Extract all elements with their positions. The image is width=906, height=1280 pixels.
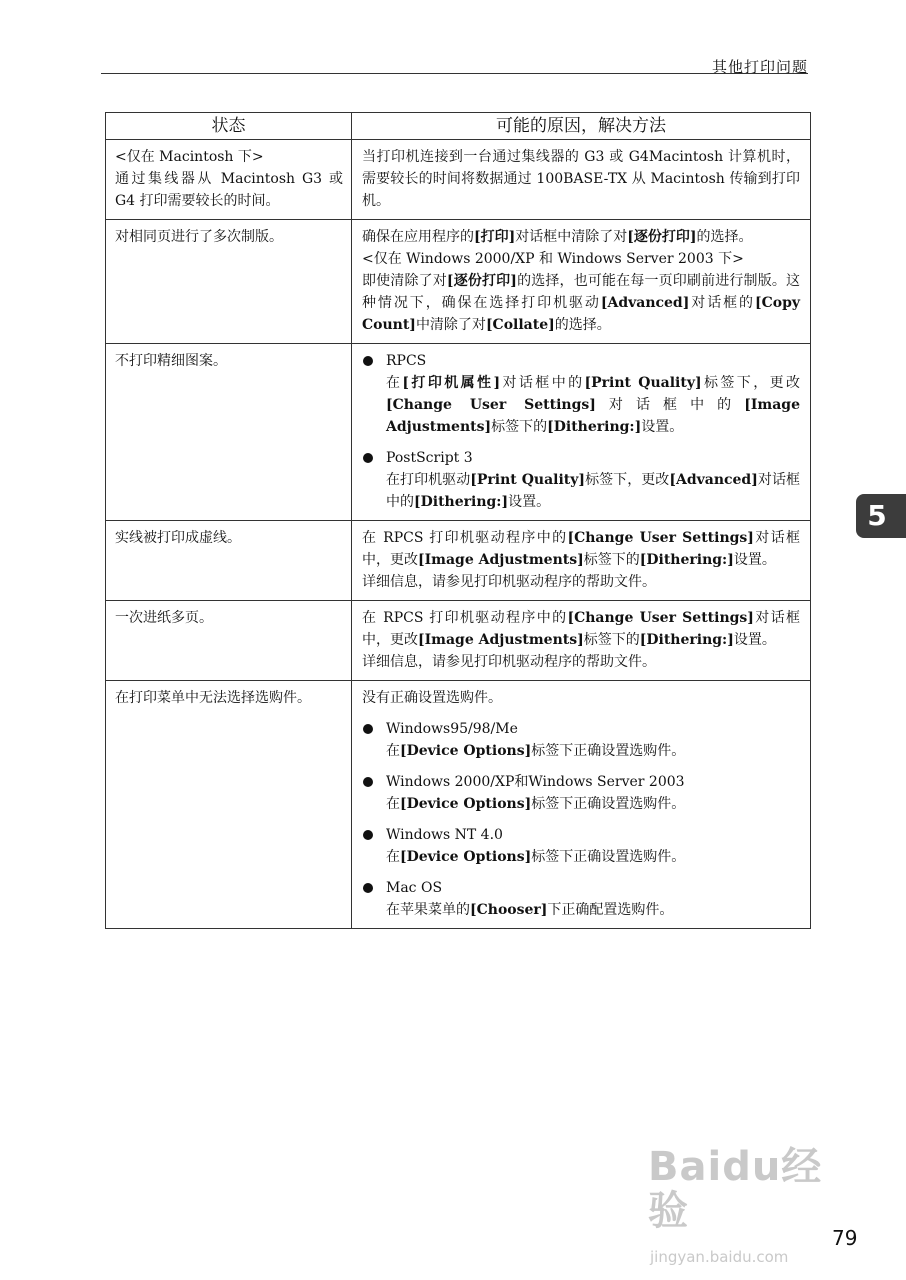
table-row xyxy=(106,601,811,681)
table-row xyxy=(106,220,811,344)
table-row xyxy=(106,521,811,601)
status-cell: <仅在 Macintosh 下> 通过集线器从 Macintosh G3 或 G4 打印需要较长的时间。 xyxy=(106,140,352,220)
bullet-item xyxy=(362,718,800,762)
status-cell: 不打印精细图案。 xyxy=(106,344,352,521)
bullet-text: 在[Device Options]标签下正确设置选购件。 xyxy=(386,743,686,759)
watermark-logo: Baidu经验 xyxy=(648,1144,823,1234)
bullet-title: Mac OS xyxy=(386,880,443,896)
solution-cell xyxy=(352,521,811,601)
bullet-item xyxy=(362,877,800,921)
header-solution: 可能的原因，解决方法 xyxy=(352,113,811,140)
solution-intro: 没有正确设置选购件。 xyxy=(362,690,502,706)
bullet-item xyxy=(362,447,800,513)
bullet-title: Windows95/98/Me xyxy=(386,721,518,737)
status-cell: 实线被打印成虚线。 xyxy=(106,521,352,601)
bullet-text: 在苹果菜单的[Chooser]下正确配置选购件。 xyxy=(386,902,674,918)
solution-cell xyxy=(352,601,811,681)
status-cell: 在打印菜单中无法选择选购件。 xyxy=(106,681,352,929)
bullet-dot-icon xyxy=(363,453,373,463)
solution-text: 在 RPCS 打印机驱动程序中的[Change User Settings]对话框中，更改[Image Adjustments]标签下的[Dithering:]设置。 详细信息，请参见打印机驱动程序的帮助文件。 xyxy=(362,610,801,670)
solution-cell xyxy=(352,681,811,929)
solution-cell xyxy=(352,220,811,344)
page-number: 79 xyxy=(832,1226,858,1250)
bullet-dot-icon xyxy=(363,883,373,893)
bullet-text: 在[Device Options]标签下正确设置选购件。 xyxy=(386,849,686,865)
table-header-row xyxy=(106,113,811,140)
solution-cell xyxy=(352,140,811,220)
header-status: 状态 xyxy=(106,113,352,140)
solution-cell xyxy=(352,344,811,521)
bullet-text: 在打印机驱动[Print Quality]标签下，更改[Advanced]对话框中的[Dithering:]设置。 xyxy=(386,472,800,510)
bullet-item xyxy=(362,350,800,438)
solution-text: 在 RPCS 打印机驱动程序中的[Change User Settings]对话框中，更改[Image Adjustments]标签下的[Dithering:]设置。 详细信息，请参见打印机驱动程序的帮助文件。 xyxy=(362,530,801,590)
bullet-title: Windows NT 4.0 xyxy=(386,827,503,843)
bullet-item xyxy=(362,824,800,868)
bullet-dot-icon xyxy=(363,356,373,366)
bullet-title: Windows 2000/XP和Windows Server 2003 xyxy=(386,774,685,790)
bullet-dot-icon xyxy=(363,830,373,840)
bullet-dot-icon xyxy=(363,724,373,734)
page-header-title: 其他打印问题 xyxy=(711,58,808,76)
bullet-text: 在[Device Options]标签下正确设置选购件。 xyxy=(386,796,686,812)
table-row xyxy=(106,344,811,521)
bullet-dot-icon xyxy=(363,777,373,787)
solution-text: 当打印机连接到一台通过集线器的 G3 或 G4Macintosh 计算机时，需要较长的时间将数据通过 100BASE-TX 从 Macintosh 传输到打印机。 xyxy=(362,149,800,209)
status-cell: 一次进纸多页。 xyxy=(106,601,352,681)
solution-text: 确保在应用程序的[打印]对话框中清除了对[逐份打印]的选择。 <仅在 Windows 2000/XP 和 Windows Server 2003 下> 即使清除了对[逐份打印]的选择，也可能在每一页印刷前进行制版。这种情况下，确保在选择打印机驱动[Advanced]对话框的[Copy Count]中清除了对[Collate]的选择。 xyxy=(362,229,801,333)
chapter-tab: 5 xyxy=(856,494,906,538)
bullet-item xyxy=(362,771,800,815)
status-cell: 对相同页进行了多次制版。 xyxy=(106,220,352,344)
watermark-url: jingyan.baidu.com xyxy=(650,1248,789,1266)
watermark xyxy=(640,1144,850,1266)
bullet-title: PostScript 3 xyxy=(386,450,473,466)
header-rule xyxy=(101,73,808,74)
troubleshooting-table xyxy=(105,112,811,929)
bullet-text: 在[打印机属性]对话框中的[Print Quality]标签下，更改[Change User Settings]对话框中的[Image Adjustments]标签下的[Dithering:]设置。 xyxy=(386,375,800,435)
table-row xyxy=(106,681,811,929)
table-row xyxy=(106,140,811,220)
bullet-title: RPCS xyxy=(386,353,427,369)
